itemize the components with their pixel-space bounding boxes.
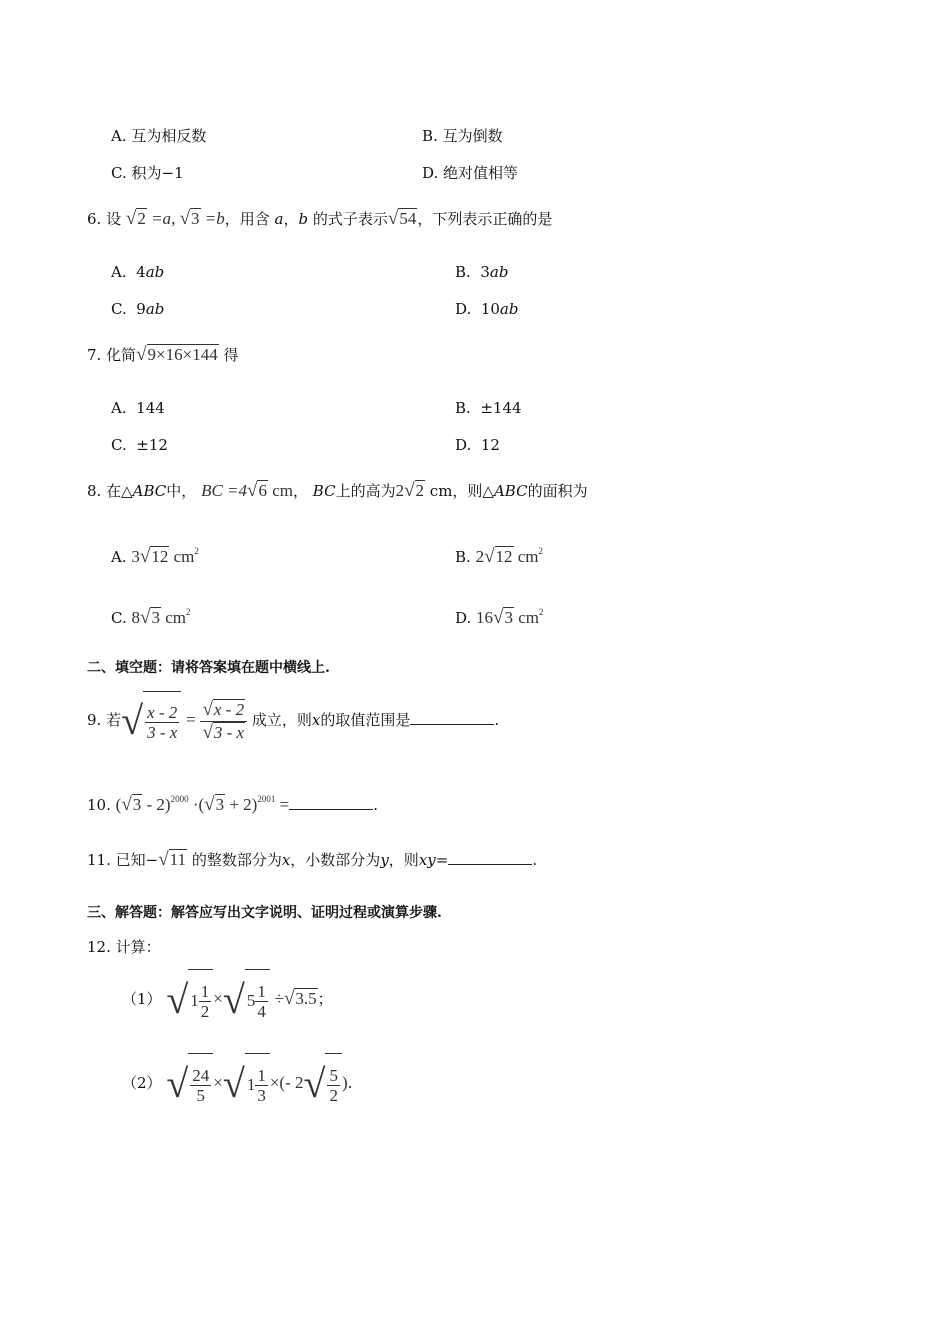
- expr-sqrt-mixed-2: √ 5 $\frac{1}{4}$: [223, 968, 270, 1032]
- option-letter: B.: [455, 263, 471, 281]
- answer-blank[interactable]: [448, 864, 532, 865]
- stem-text: 计算：: [115, 938, 161, 956]
- q12-stem: [87, 940, 161, 955]
- end-dot: .: [347, 1074, 353, 1092]
- stem-text: ，用含: [224, 210, 270, 228]
- question-number: 7.: [87, 346, 102, 364]
- option-coef: 10: [480, 300, 500, 318]
- var-a: a: [274, 210, 284, 228]
- times-neg-two: ×(- 2: [269, 1073, 304, 1092]
- option-letter: C.: [111, 164, 127, 182]
- option-letter: B.: [455, 548, 471, 566]
- q7-option-a: [111, 401, 165, 416]
- option-letter: C.: [111, 436, 127, 454]
- times-sign: ×: [213, 989, 223, 1008]
- option-letter: D.: [455, 300, 472, 318]
- expr-div-sqrt: ÷√3.5: [274, 988, 317, 1009]
- stem-text: 中，: [166, 482, 197, 500]
- var-y: y: [380, 851, 389, 869]
- stem-text: 的面积为: [527, 482, 588, 500]
- q6-stem: [87, 204, 552, 234]
- option-letter: A.: [111, 263, 127, 281]
- q6-option-a: [111, 265, 164, 280]
- q10-stem: [87, 784, 378, 820]
- expr-sqrt54: √54: [387, 208, 417, 229]
- q6-option-b: [455, 265, 508, 280]
- option-var: ab: [499, 300, 519, 318]
- stem-text: 的式子表示: [312, 210, 388, 228]
- section-title-text: 二、填空题：请将答案填在题中横线上: [87, 660, 325, 676]
- question-number: 10.: [87, 796, 111, 814]
- stem-text: 已知−: [115, 851, 159, 869]
- q8-option-a: [111, 536, 199, 572]
- question-number: 11.: [87, 851, 111, 869]
- q9-stem: [87, 690, 499, 750]
- option-letter: D.: [455, 609, 472, 627]
- option-expr: 2√12 $cm^2$: [475, 546, 544, 567]
- option-expr: 16√3 $cm^2$: [476, 607, 544, 628]
- option-expr: 8√3 $cm^2$: [131, 607, 191, 628]
- stem-text: ，下列表示正确的是: [417, 210, 553, 228]
- q7-option-b: [455, 401, 522, 416]
- q5-option-c: [111, 166, 184, 181]
- stem-text: 设: [106, 210, 122, 228]
- expr-sqrt-mixed-1: √ 1 $\frac{1}{2}$: [166, 968, 213, 1032]
- option-expr: 3√12 $cm^2$: [131, 546, 199, 567]
- expr-height: 2√2: [395, 480, 425, 501]
- end-dot: .: [532, 851, 538, 869]
- times-sign: ×: [213, 1073, 223, 1092]
- stem-text: 若: [106, 711, 122, 729]
- section-title-dot: .: [437, 905, 442, 921]
- option-letter: C.: [111, 609, 127, 627]
- option-text: 互为倒数: [442, 127, 503, 145]
- separator: ，: [283, 210, 299, 228]
- q12-part-2: [122, 1052, 352, 1114]
- option-text: 绝对值相等: [443, 164, 519, 182]
- option-var: ab: [489, 263, 509, 281]
- stem-text: 在△: [106, 482, 133, 500]
- section-title-dot: .: [325, 660, 330, 676]
- question-number: 9.: [87, 711, 102, 729]
- expr-sqrt2-eq-a: √2 =a, √3 =b: [125, 208, 225, 229]
- option-text: 144: [136, 399, 165, 417]
- q6-option-d: [455, 302, 518, 317]
- q7-option-c: [111, 438, 168, 453]
- end-dot: .: [373, 796, 378, 814]
- option-coef: 9: [136, 300, 146, 318]
- q8-stem: [87, 476, 588, 506]
- expr-bc-length: BC =4√6 cm: [201, 480, 293, 501]
- q5-option-d: [422, 166, 518, 181]
- option-coef: 4: [136, 263, 146, 281]
- option-letter: A.: [111, 127, 127, 145]
- triangle-name: ABC: [493, 482, 528, 500]
- option-var: ab: [145, 300, 165, 318]
- separator: ，: [292, 482, 308, 500]
- option-text: 积为−1: [131, 164, 184, 182]
- equals-sign: =: [435, 851, 449, 869]
- option-var: ab: [145, 263, 165, 281]
- expr-sqrt-fraction-2: √ $\frac{5}{2}$: [304, 1052, 342, 1116]
- expr-fraction-of-roots: $\frac{√x - 2}{√3 - x}$: [200, 699, 247, 744]
- var-x: x: [311, 711, 321, 729]
- end-dot: .: [494, 711, 500, 729]
- q6-option-c: [111, 302, 164, 317]
- question-number: 6.: [87, 210, 102, 228]
- expr-sqrt-product: √9×16×144: [136, 344, 218, 365]
- stem-text: 的取值范围是: [320, 711, 411, 729]
- q5-option-a: [111, 129, 206, 144]
- expr-sqrt-fraction: √ $\frac{x - 2}{3 - x}$: [121, 690, 181, 752]
- option-letter: D.: [422, 164, 439, 182]
- triangle-name: ABC: [132, 482, 167, 500]
- q7-stem: [87, 340, 239, 370]
- close-paren: ): [341, 1073, 348, 1092]
- expr-power-product: $(√3 - 2)^{2000} \cdot(√3 + 2)^{2001}$ =: [115, 794, 290, 815]
- option-text: ±12: [136, 436, 168, 454]
- var-b: b: [298, 210, 309, 228]
- option-letter: B.: [455, 399, 471, 417]
- stem-text: 得: [223, 346, 239, 364]
- option-text: ±144: [480, 399, 522, 417]
- answer-blank[interactable]: [410, 724, 494, 725]
- q12-part-1: [122, 968, 333, 1030]
- section-2-title: [87, 661, 330, 675]
- stem-text: ，则: [388, 851, 419, 869]
- answer-blank[interactable]: [289, 809, 373, 810]
- var-x: x: [281, 851, 291, 869]
- option-coef: 3: [480, 263, 490, 281]
- stem-text: 的整数部分为: [191, 851, 282, 869]
- option-letter: A.: [111, 548, 127, 566]
- section-title-text: 三、解答题：解答应写出文字说明、证明过程或演算步骤: [87, 905, 437, 921]
- expr-sqrt-mixed: √ 1 $\frac{1}{3}$: [223, 1052, 270, 1116]
- stem-text: 上的高为: [335, 482, 396, 500]
- segment-bc: BC: [312, 482, 336, 500]
- stem-text: 化简: [106, 346, 137, 364]
- option-text: 互为相反数: [131, 127, 207, 145]
- part-label: （1）: [122, 990, 162, 1008]
- part-label: （2）: [122, 1074, 162, 1092]
- stem-text: ，小数部分为: [290, 851, 381, 869]
- section-3-title: [87, 906, 442, 920]
- q8-option-b: [455, 536, 543, 572]
- option-letter: A.: [111, 399, 127, 417]
- question-number: 12.: [87, 938, 111, 956]
- option-letter: B.: [422, 127, 438, 145]
- option-letter: D.: [455, 436, 472, 454]
- question-number: 8.: [87, 482, 102, 500]
- expr-sqrt11: √11: [158, 849, 187, 870]
- stem-text: 成立，则: [251, 711, 312, 729]
- expr-sqrt-fraction-1: √ $\frac{24}{5}$: [166, 1052, 213, 1116]
- q5-option-b: [422, 129, 503, 144]
- q7-option-d: [455, 438, 500, 453]
- var-xy: xy: [418, 851, 436, 869]
- stem-text: cm，则△: [429, 482, 494, 500]
- option-letter: C.: [111, 300, 127, 318]
- option-text: 12: [480, 436, 500, 454]
- q8-option-c: [111, 597, 190, 633]
- q11-stem: [87, 845, 537, 875]
- end-mark: ；: [317, 990, 333, 1008]
- q8-option-d: [455, 597, 544, 633]
- equals-sign: =: [186, 710, 196, 729]
